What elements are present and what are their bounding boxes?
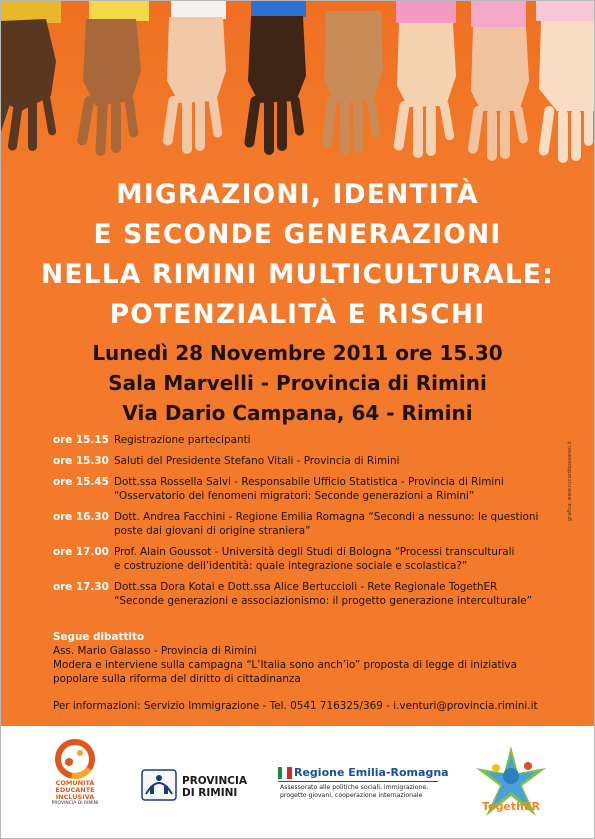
program-time: ore 16.30 <box>53 511 109 523</box>
program-text: Dott.ssa Dora Kotai e Dott.ssa Alice Bertuccioli - Rete Regionale TogethER <box>114 581 498 593</box>
debate-heading: Segue dibattito <box>53 631 145 643</box>
comunita-line-2: EDUCANTE <box>55 786 95 794</box>
debate-line-1: Ass. Mario Galasso - Provincia di Rimini <box>53 645 257 657</box>
contact-info: Per informazioni: Servizio Immigrazione - Tel. 0541 716325/369 - i.venturi@provincia.rimini.it <box>53 700 538 712</box>
program-time: ore 17.00 <box>53 546 109 558</box>
debate-line-2: Modera e interviene sulla campagna “L’Italia sono anch’io” proposta di legge di iniziativa <box>53 659 517 671</box>
provincia-line-2: DI RIMINI <box>182 787 238 799</box>
program-text-2: “Seconde generazioni e associazionismo: il progetto generazione interculturale” <box>114 595 533 607</box>
title-line-4: POTENZIALITÀ E RISCHI <box>109 299 486 330</box>
comunita-line-3: INCLUSIVA <box>55 793 95 801</box>
program-list <box>53 433 563 615</box>
title-line-3: NELLA RIMINI MULTICULTURALE: <box>40 259 555 290</box>
regione-name: Regione Emilia-Romagna <box>294 766 449 779</box>
comunita-line-1: COMUNITÀ <box>55 779 95 787</box>
comunita-sub: PROVINCIA DI RIMINI <box>51 801 99 806</box>
program-time: ore 15.45 <box>53 476 109 488</box>
sponsor-footer <box>1 726 594 838</box>
program-item <box>53 580 563 608</box>
event-venue: Sala Marvelli - Provincia di Rimini <box>108 371 487 395</box>
program-item <box>53 510 563 538</box>
title-line-2: E SECONDE GENERAZIONI <box>93 219 502 250</box>
program-text: Prof. Alain Goussot - Università degli Studi di Bologna “Processi transculturali <box>114 546 515 558</box>
program-text-2: e costruzione dell’identità: quale integrazione sociale e scolastica?” <box>114 560 468 572</box>
title-line-1: MIGRAZIONI, IDENTITÀ <box>116 179 479 210</box>
together-text: TogethER <box>481 800 541 813</box>
event-address: Via Dario Campana, 64 - Rimini <box>122 401 473 425</box>
program-text-2: poste dai giovani di origine straniera” <box>114 525 311 537</box>
provincia-line-1: PROVINCIA <box>182 775 247 787</box>
program-text: Dott. Andrea Facchini - Regione Emilia Romagna “Secondi a nessuno: le questioni <box>114 511 539 523</box>
poster-title <box>1 175 594 335</box>
program-time: ore 17.30 <box>53 581 109 593</box>
program-text: Registrazione partecipanti <box>114 434 251 446</box>
program-item <box>53 545 563 573</box>
event-date: Lunedì 28 Novembre 2011 ore 15.30 <box>92 341 503 365</box>
regione-flag-icon <box>278 767 292 779</box>
design-credit: grafica: www.riccardopesaresi.it <box>567 440 573 521</box>
program-text-2: “Osservatorio dei fenomeni migratori: Seconde generazioni a Rimini” <box>114 490 475 502</box>
debate-section <box>53 630 563 686</box>
program-time: ore 15.15 <box>53 434 109 446</box>
debate-line-3: popolare sulla riforma del diritto di cittadinanza <box>53 673 301 685</box>
together-logo <box>466 738 556 828</box>
program-item <box>53 454 563 468</box>
program-item <box>53 475 563 503</box>
provincia-crest-icon <box>140 766 178 802</box>
program-time: ore 15.30 <box>53 455 109 467</box>
regione-divider <box>278 781 438 782</box>
event-details <box>1 338 594 428</box>
program-text: Saluti del Presidente Stefano Vitali - Provincia di Rimini <box>114 455 400 467</box>
comunita-emblem-icon <box>45 738 105 780</box>
program-text: Dott.ssa Rossella Salvi - Responsabile Ufficio Statistica - Provincia di Rimini <box>114 476 504 488</box>
regione-desc-2: progetto giovani, cooperazione internazionale <box>280 791 423 799</box>
program-item <box>53 433 563 447</box>
regione-desc-1: Assessorato alle politiche sociali, immigrazione, <box>280 784 429 791</box>
comunita-educante-logo <box>45 738 105 806</box>
hands-photo <box>1 1 595 176</box>
